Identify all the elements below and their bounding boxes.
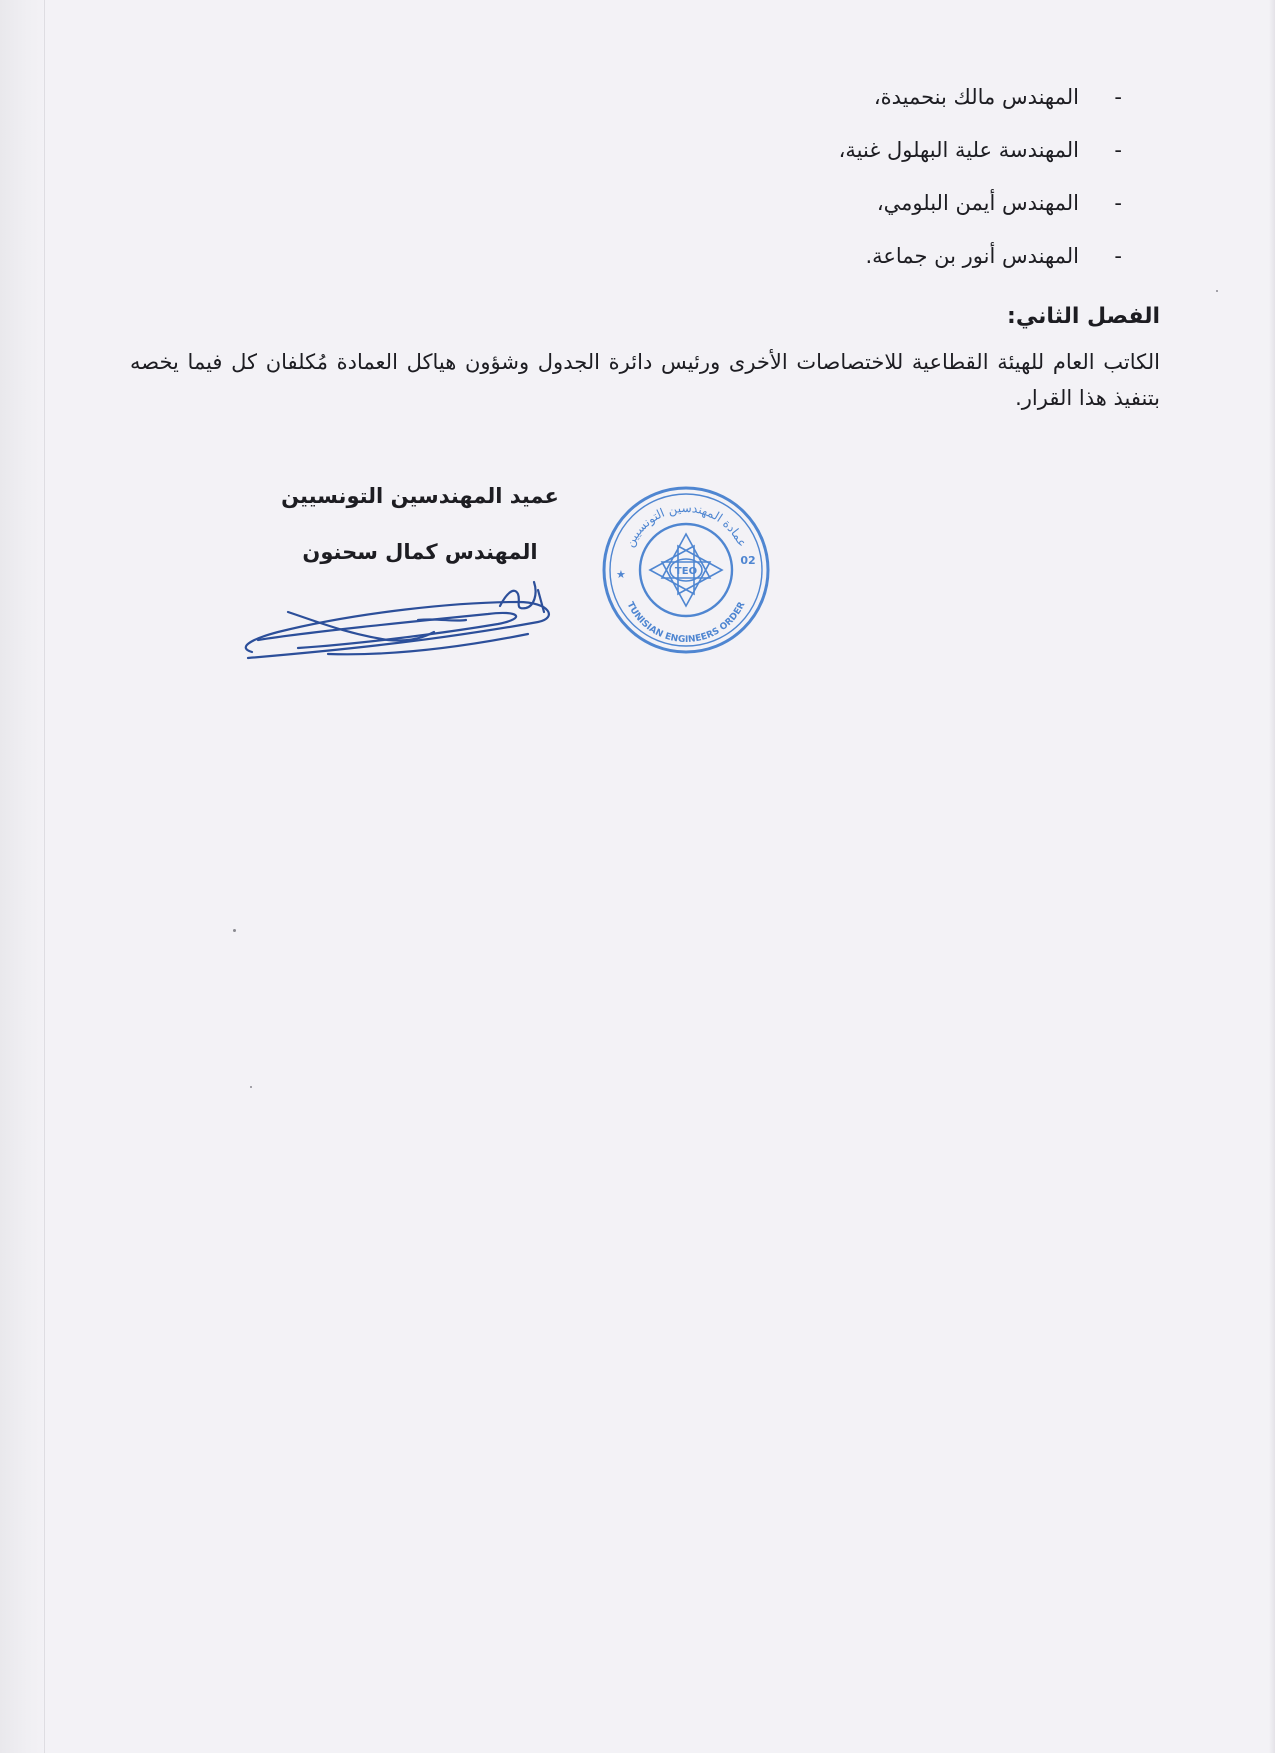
paper-speck	[250, 1086, 252, 1088]
chapter-title: الفصل الثاني:	[1007, 304, 1160, 329]
member-item	[130, 129, 1160, 182]
page-right-edge	[1269, 0, 1275, 1753]
member-name: المهندسة علية البهلول غنية،	[838, 138, 1079, 162]
signer-title: عميد المهندسين التونسيين	[281, 484, 559, 508]
paper-speck	[1216, 290, 1218, 292]
member-list	[130, 76, 1160, 288]
star-icon: ★	[616, 568, 626, 581]
page-left-edge	[0, 0, 46, 1753]
member-name: المهندس أنور بن جماعة.	[865, 244, 1079, 268]
chapter-body: الكاتب العام للهيئة القطاعية للاختصاصات الأخرى ورئيس دائرة الجدول وشؤون هياكل العمادة مُكلفان كل فيما يخصه بتنفيذ هذا القرار.	[130, 350, 1160, 410]
list-dash: -	[1114, 138, 1122, 162]
stamp-arabic-text: عمادة المهندسين التونسيين	[622, 500, 750, 550]
official-stamp	[598, 482, 774, 658]
stamp-number: 02	[740, 554, 756, 567]
member-name: المهندس أيمن البلومي،	[876, 191, 1079, 215]
stamp-english-text: TUNISIAN ENGINEERS ORDER	[624, 600, 748, 646]
member-item	[130, 235, 1160, 288]
signer-name: المهندس كمال سحنون	[302, 540, 538, 564]
paper-speck	[233, 929, 236, 932]
member-item	[130, 76, 1160, 129]
stamp-center-text: TEO	[674, 566, 698, 577]
signature-block	[200, 468, 640, 580]
member-name: المهندس مالك بنحميدة،	[873, 85, 1079, 109]
list-dash: -	[1114, 85, 1122, 109]
document-body	[130, 76, 1160, 416]
member-item	[130, 182, 1160, 235]
list-dash: -	[1114, 244, 1122, 268]
list-dash: -	[1114, 191, 1122, 215]
handwritten-signature	[238, 572, 568, 672]
